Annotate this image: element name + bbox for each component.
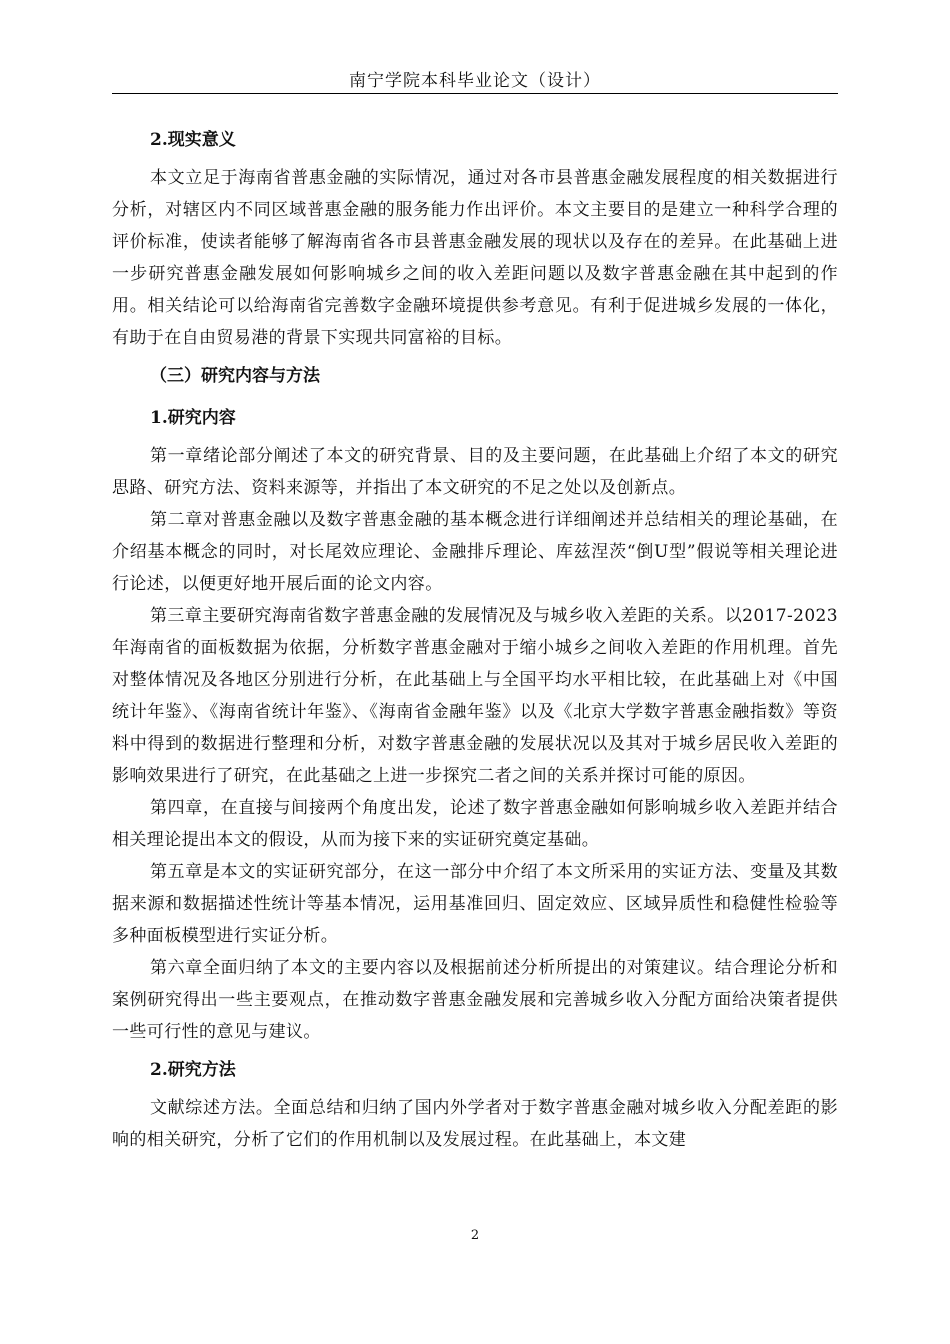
paragraph: 第四章，在直接与间接两个角度出发，论述了数字普惠金融如何影响城乡收入差距并结合相关理论提出本文的假设，从而为接下来的实证研究奠定基础。 xyxy=(112,798,838,850)
paragraph: 第三章主要研究海南省数字普惠金融的发展情况及与城乡收入差距的关系。以2017-2023年海南省的面板数据为依据，分析数字普惠金融对于缩小城乡之间收入差距的作用机理。首先对整体情况及各地区分别进行分析，在此基础上与全国平均水平相比较，在此基础上对《中国统计年鉴》、《海南省统计年鉴》、《海南省金融年鉴》以及《北京大学数字普惠金融指数》等资料中得到的数据进行整理和分析，对数字普惠金融的发展状况以及其对于城乡居民收入差距的影响效果进行了研究，在此基础之上进一步探究二者之间的关系并探讨可能的原因。 xyxy=(112,606,838,786)
section-heading: 2.现实意义 xyxy=(150,130,236,150)
header-divider xyxy=(112,93,838,94)
paragraph: 第五章是本文的实证研究部分，在这一部分中介绍了本文所采用的实证方法、变量及其数据来源和数据描述性统计等基本情况，运用基准回归、固定效应、区域异质性和稳健性检验等多种面板模型进行实证分析。 xyxy=(112,862,838,946)
page-header: 南宁学院本科毕业论文（设计） xyxy=(349,71,601,91)
paragraph: 第一章绪论部分阐述了本文的研究背景、目的及主要问题，在此基础上介绍了本文的研究思路、研究方法、资料来源等，并指出了本文研究的不足之处以及创新点。 xyxy=(112,446,838,498)
section-heading: 2.研究方法 xyxy=(150,1060,236,1080)
page-number: 2 xyxy=(470,1228,480,1243)
section-heading: （三）研究内容与方法 xyxy=(150,366,320,386)
paragraph: 第二章对普惠金融以及数字普惠金融的基本概念进行详细阐述并总结相关的理论基础，在介绍基本概念的同时，对长尾效应理论、金融排斥理论、库兹涅茨“倒U型”假说等相关理论进行论述，以便更好地开展后面的论文内容。 xyxy=(112,510,838,594)
body-text xyxy=(112,118,838,1156)
paragraph: 文献综述方法。全面总结和归纳了国内外学者对于数字普惠金融对城乡收入分配差距的影响的相关研究，分析了它们的作用机制以及发展过程。在此基础上，本文建 xyxy=(112,1098,838,1150)
paragraph: 本文立足于海南省普惠金融的实际情况，通过对各市县普惠金融发展程度的相关数据进行分析，对辖区内不同区域普惠金融的服务能力作出评价。本文主要目的是建立一种科学合理的评价标准，使读者能够了解海南省各市县普惠金融发展的现状以及存在的差异。在此基础上进一步研究普惠金融发展如何影响城乡之间的收入差距问题以及数字普惠金融在其中起到的作用。相关结论可以给海南省完善数字金融环境提供参考意见。有利于促进城乡发展的一体化，有助于在自由贸易港的背景下实现共同富裕的目标。 xyxy=(112,168,838,348)
section-heading: 1.研究内容 xyxy=(150,408,236,428)
paragraph: 第六章全面归纳了本文的主要内容以及根据前述分析所提出的对策建议。结合理论分析和案例研究得出一些主要观点，在推动数字普惠金融发展和完善城乡收入分配方面给决策者提供一些可行性的意见与建议。 xyxy=(112,958,838,1042)
